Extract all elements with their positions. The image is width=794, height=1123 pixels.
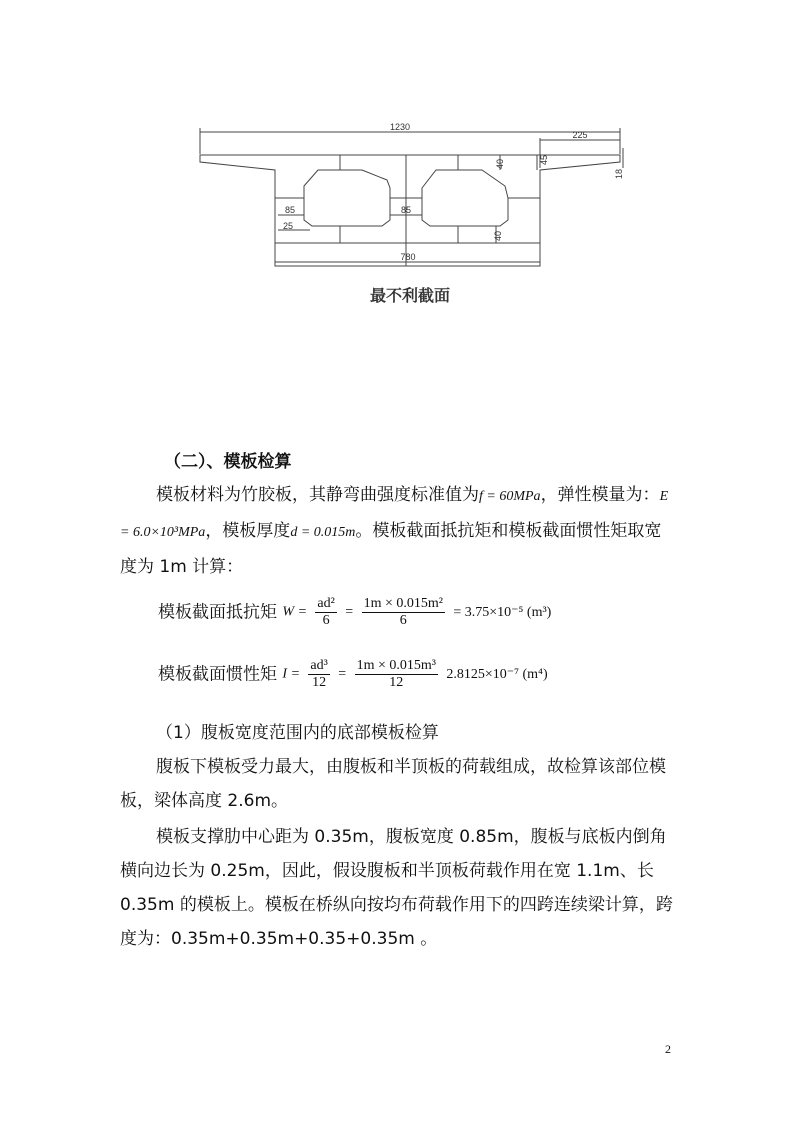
- i-num-2: 1m × 0.015m³: [356, 658, 436, 673]
- formula-d: d = 0.015m: [290, 525, 356, 540]
- subsection-title: （1）腹板宽度范围内的底部模板检算: [156, 723, 439, 743]
- i-den-1: 12: [312, 675, 327, 690]
- i-num-1: ad³: [310, 658, 328, 673]
- i-lhs: I =: [282, 666, 301, 682]
- w-frac-1: [315, 596, 336, 629]
- w-den-2: 6: [399, 613, 407, 628]
- box-girder-section-diagram: [190, 118, 640, 278]
- page-number: 2: [665, 1042, 671, 1056]
- i-label: 模板截面惯性矩: [158, 664, 277, 685]
- paragraph-material: [120, 478, 675, 584]
- w-frac-2: [362, 596, 445, 629]
- i-rhs: 2.8125×10⁻⁷ (m⁴): [446, 667, 548, 682]
- p1-text-e: 。模板截面抵抗矩和模板截面惯性矩取宽度为 1m 计算：: [120, 521, 662, 577]
- w-num-2: 1m × 0.015m²: [363, 596, 443, 611]
- dim-top-haunch-2: 45: [539, 154, 549, 166]
- dim-cantilever: 225: [572, 130, 588, 140]
- dim-total-width: 1230: [389, 122, 411, 132]
- p1-text-c: ，模板厚度: [205, 521, 291, 541]
- dim-flange-edge: 18: [614, 168, 624, 180]
- formula-e: E = 6.0×10³MPa: [120, 489, 669, 540]
- w-den-1: 6: [322, 613, 330, 628]
- dim-top-haunch-1: 40: [495, 158, 505, 170]
- dim-bottom-width: 780: [400, 252, 416, 262]
- dim-web-left: 85: [284, 205, 296, 215]
- dim-chamfer: 25: [282, 221, 294, 231]
- p1-text-b: ，弹性模量为：: [540, 485, 660, 505]
- w-label: 模板截面抵抗矩: [158, 602, 277, 623]
- diagram-caption: 最不利截面: [369, 286, 450, 305]
- formula-f: f = 60MPa: [479, 489, 541, 504]
- w-rhs: = 3.75×10⁻⁵ (m³): [453, 605, 552, 620]
- i-den-2: 12: [389, 675, 404, 690]
- dim-web-mid: 85: [400, 205, 412, 215]
- w-num-1: ad²: [317, 596, 335, 611]
- formula-i-row: 模板截面惯性矩 I = $\frac{\text{ad³}}{12}$ = $\frac{\text{1m × 0.015m³}}{12}$ 2.8125×10⁻⁷ (m⁴): [158, 658, 548, 690]
- i-frac-2: [355, 658, 438, 691]
- w-lhs: W =: [282, 604, 308, 620]
- formula-w-row: 模板截面抵抗矩 W = $\frac{\text{ad²}}{6}$ = $\frac{\text{1m × 0.015m²}}{6}$ = 3.75×10⁻⁵ (m³): [158, 596, 552, 628]
- dim-bottom-haunch: 40: [493, 230, 503, 242]
- p1-text-a: 模板材料为竹胶板，其静弯曲强度标准值为: [156, 485, 479, 505]
- i-frac-1: [308, 658, 329, 691]
- paragraph-web: 腹板下模板受力最大，由腹板和半顶板的荷载组成，故检算该部位模板，梁体高度 2.6m。: [120, 757, 666, 811]
- paragraph-support: 模板支撑肋中心距为 0.35m，腹板宽度 0.85m，腹板与底板内倒角横向边长为 0.25m，因此，假设腹板和半顶板荷载作用在宽 1.1m、长 0.35m 的模板上。模板在桥纵向按均布荷载作用下的四跨连续梁计算，跨度为：0.35m+0.35m+0.35+0.35m 。: [120, 827, 673, 949]
- section-heading: （二）、模板检算: [164, 452, 292, 472]
